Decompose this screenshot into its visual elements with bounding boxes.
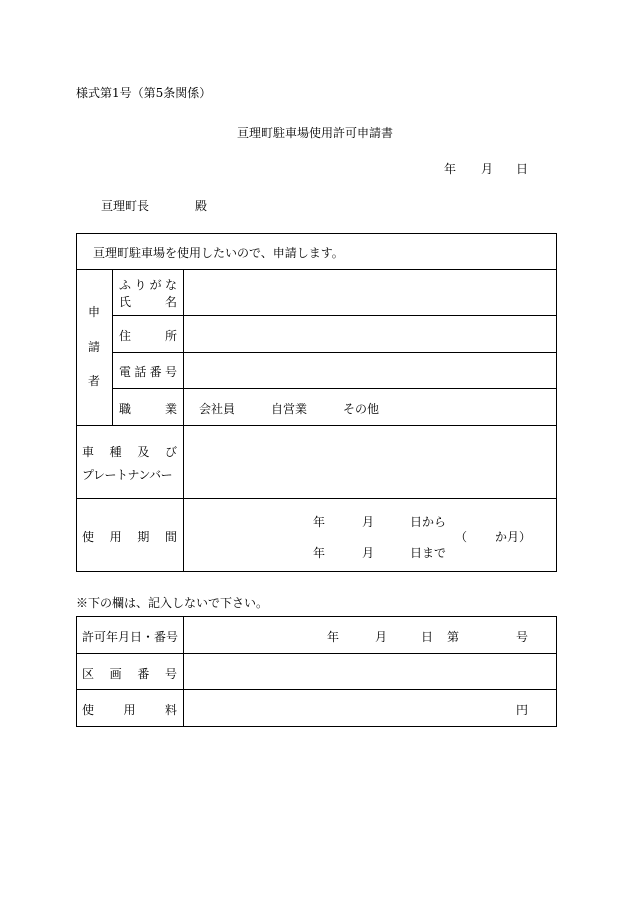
period-from-month: 月 xyxy=(362,515,375,529)
period-to-day: 日まで xyxy=(410,546,447,560)
date-month-label: 月 xyxy=(481,162,494,176)
form-number: 様式第1号（第5条関係） xyxy=(76,86,212,100)
occupation-label: 職 業 xyxy=(119,402,177,416)
period-label: 使 用 期 間 xyxy=(82,530,177,544)
period-open-paren: （ xyxy=(455,530,468,544)
occupation-option-employee[interactable]: 会社員 xyxy=(199,402,236,416)
fee-unit: 円 xyxy=(516,703,529,717)
plate-number-label: プレートナンバー xyxy=(82,468,173,482)
applicant-label-char: 申 xyxy=(87,305,100,319)
phone-label: 電 話 番 号 xyxy=(119,365,177,379)
date-day-label: 日 xyxy=(516,162,529,176)
period-from-day: 日から xyxy=(410,515,447,529)
period-from-year: 年 xyxy=(313,515,326,529)
address-field[interactable] xyxy=(184,316,556,352)
date-year-label: 年 xyxy=(444,162,457,176)
furigana-label: ふ り が な xyxy=(119,278,177,292)
page-title: 亘理町駐車場使用許可申請書 xyxy=(236,126,393,140)
applicant-label-char: 者 xyxy=(87,374,100,388)
vehicle-label: 車 種 及 び xyxy=(82,445,177,459)
period-to-month: 月 xyxy=(362,546,375,560)
address-label: 住 所 xyxy=(119,329,177,343)
section-number-label: 区 画 番 号 xyxy=(82,667,177,681)
permit-dai: 第 xyxy=(447,630,460,644)
permit-day: 日 xyxy=(421,630,434,644)
period-months: か月） xyxy=(495,530,532,544)
name-field[interactable] xyxy=(184,270,556,315)
addressee-honorific: 殿 xyxy=(195,199,208,213)
vehicle-field[interactable] xyxy=(184,426,556,498)
applicant-label xyxy=(76,303,112,389)
period-to-year: 年 xyxy=(313,546,326,560)
addressee: 亘理町長 xyxy=(101,199,150,213)
office-use-note: ※下の欄は、記入しないで下さい。 xyxy=(76,596,269,610)
permit-year: 年 xyxy=(327,630,340,644)
name-label: 氏 名 xyxy=(119,295,177,309)
occupation-option-other[interactable]: その他 xyxy=(343,402,380,416)
permit-month: 月 xyxy=(375,630,388,644)
applicant-label-char: 請 xyxy=(87,339,100,354)
fee-label: 使 用 料 xyxy=(82,703,177,717)
occupation-option-self-employed[interactable]: 自営業 xyxy=(271,402,308,416)
phone-field[interactable] xyxy=(184,353,556,388)
application-statement: 亘理町駐車場を使用したいので、申請します。 xyxy=(93,246,344,260)
permit-label: 許可年月日・番号 xyxy=(82,630,179,644)
permit-go: 号 xyxy=(516,630,529,644)
